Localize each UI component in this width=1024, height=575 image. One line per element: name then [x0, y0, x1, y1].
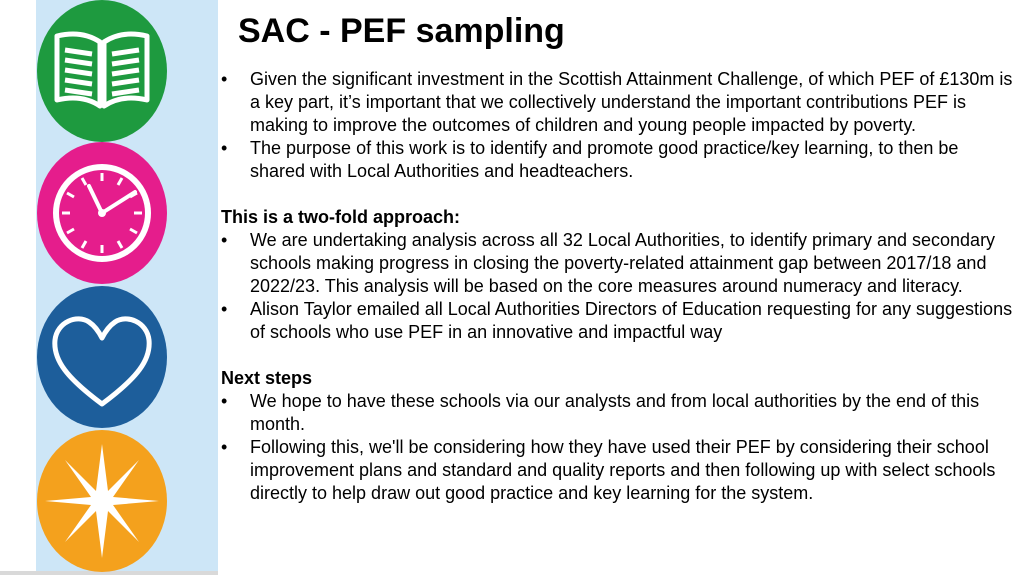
heart-icon	[37, 286, 167, 428]
bullet-icon: •	[221, 391, 228, 411]
approach-bullet-list	[221, 229, 1016, 344]
list-item: • Following this, we'll be considering how they have used their PEF by considering their school improvement plans and standard and quality reports and then following up with select schools directly to help draw out good practice and key learning for the system.	[221, 437, 996, 503]
open-book-icon	[37, 0, 167, 142]
clock-icon	[37, 142, 167, 284]
next-steps-bullet-list	[221, 390, 1016, 505]
list-item: • Given the significant investment in the Scottish Attainment Challenge, of which PEF of £130m is a key part, it’s important that we collectively understand the important contributions PEF is making to improve the outcomes of children and young people impacted by poverty.	[221, 69, 1013, 135]
bullet-icon: •	[221, 69, 228, 89]
bullet-icon: •	[221, 138, 228, 158]
approach-heading: This is a two-fold approach:	[221, 207, 461, 227]
intro-bullet-list	[221, 68, 1016, 183]
bullet-icon: •	[221, 299, 228, 319]
bullet-icon: •	[221, 437, 228, 457]
list-item: • We hope to have these schools via our analysts and from local authorities by the end of this month.	[221, 391, 980, 434]
list-item: • We are undertaking analysis across all 32 Local Authorities, to identify primary and secondary schools making progress in closing the poverty-related attainment gap between 2017/18 and 2022/23. This analysis will be based on the core measures around numeracy and literacy.	[221, 230, 996, 296]
list-item: • The purpose of this work is to identify and promote good practice/key learning, to then be shared with Local Authorities and headteachers.	[221, 138, 959, 181]
slide-content	[221, 68, 1016, 505]
star-burst-icon	[37, 430, 167, 572]
list-item: • Alison Taylor emailed all Local Authorities Directors of Education requesting for any suggestions of schools who use PEF in an innovative and impactful way	[221, 299, 1013, 342]
bullet-icon: •	[221, 230, 228, 250]
page-title: SAC - PEF sampling	[238, 12, 565, 50]
sidebar-margin	[0, 0, 36, 575]
next-steps-heading: Next steps	[221, 368, 313, 388]
